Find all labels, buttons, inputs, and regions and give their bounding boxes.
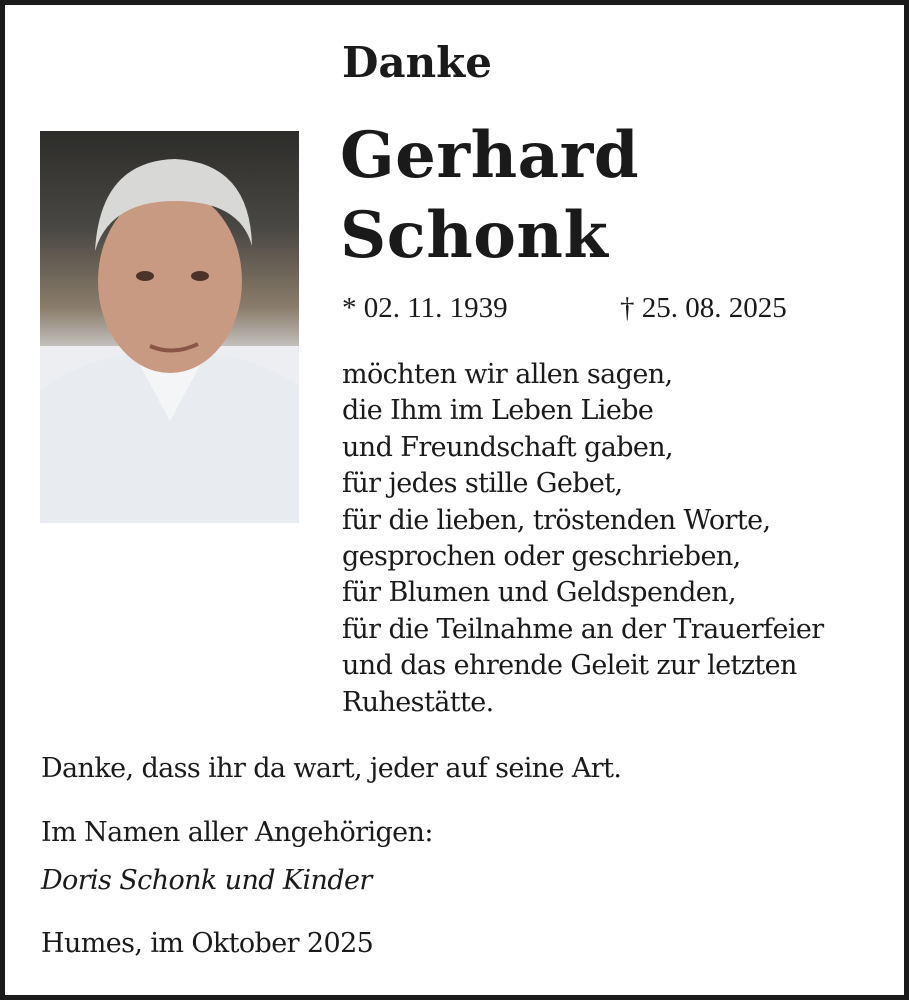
birth-date: * 02. 11. 1939 <box>342 292 508 324</box>
text-line: für die Teilnahme an der Trauerfeier <box>342 613 824 645</box>
text-line: möchten wir allen sagen, <box>342 359 673 390</box>
text-line: gesprochen oder geschrieben, <box>342 541 741 573</box>
heading: Danke <box>342 38 492 87</box>
text-line: die Ihm im Leben Liebe <box>342 395 654 427</box>
text-line: und das ehrende Geleit zur letzten <box>342 650 797 682</box>
first-name: Gerhard <box>340 118 640 193</box>
text-line: für jedes stille Gebet, <box>342 468 623 500</box>
text-line: und Freundschaft gaben, <box>342 431 674 463</box>
last-name: Schonk <box>340 198 609 273</box>
thank-you-text <box>342 357 824 721</box>
text-line: für Blumen und Geldspenden, <box>342 577 736 609</box>
family-signature: Doris Schonk und Kinder <box>41 865 372 896</box>
text-line: für die lieben, tröstenden Worte, <box>342 504 771 536</box>
death-date: † 25. 08. 2025 <box>620 292 787 324</box>
closing-thanks: Danke, dass ihr da wart, jeder auf seine Art. <box>41 753 622 784</box>
portrait-illustration <box>40 131 299 523</box>
on-behalf-label: Im Namen aller Angehörigen: <box>41 817 433 848</box>
text-line: Ruhestätte. <box>342 686 494 718</box>
portrait-photo <box>40 131 299 523</box>
place-date: Humes, im Oktober 2025 <box>41 928 374 959</box>
